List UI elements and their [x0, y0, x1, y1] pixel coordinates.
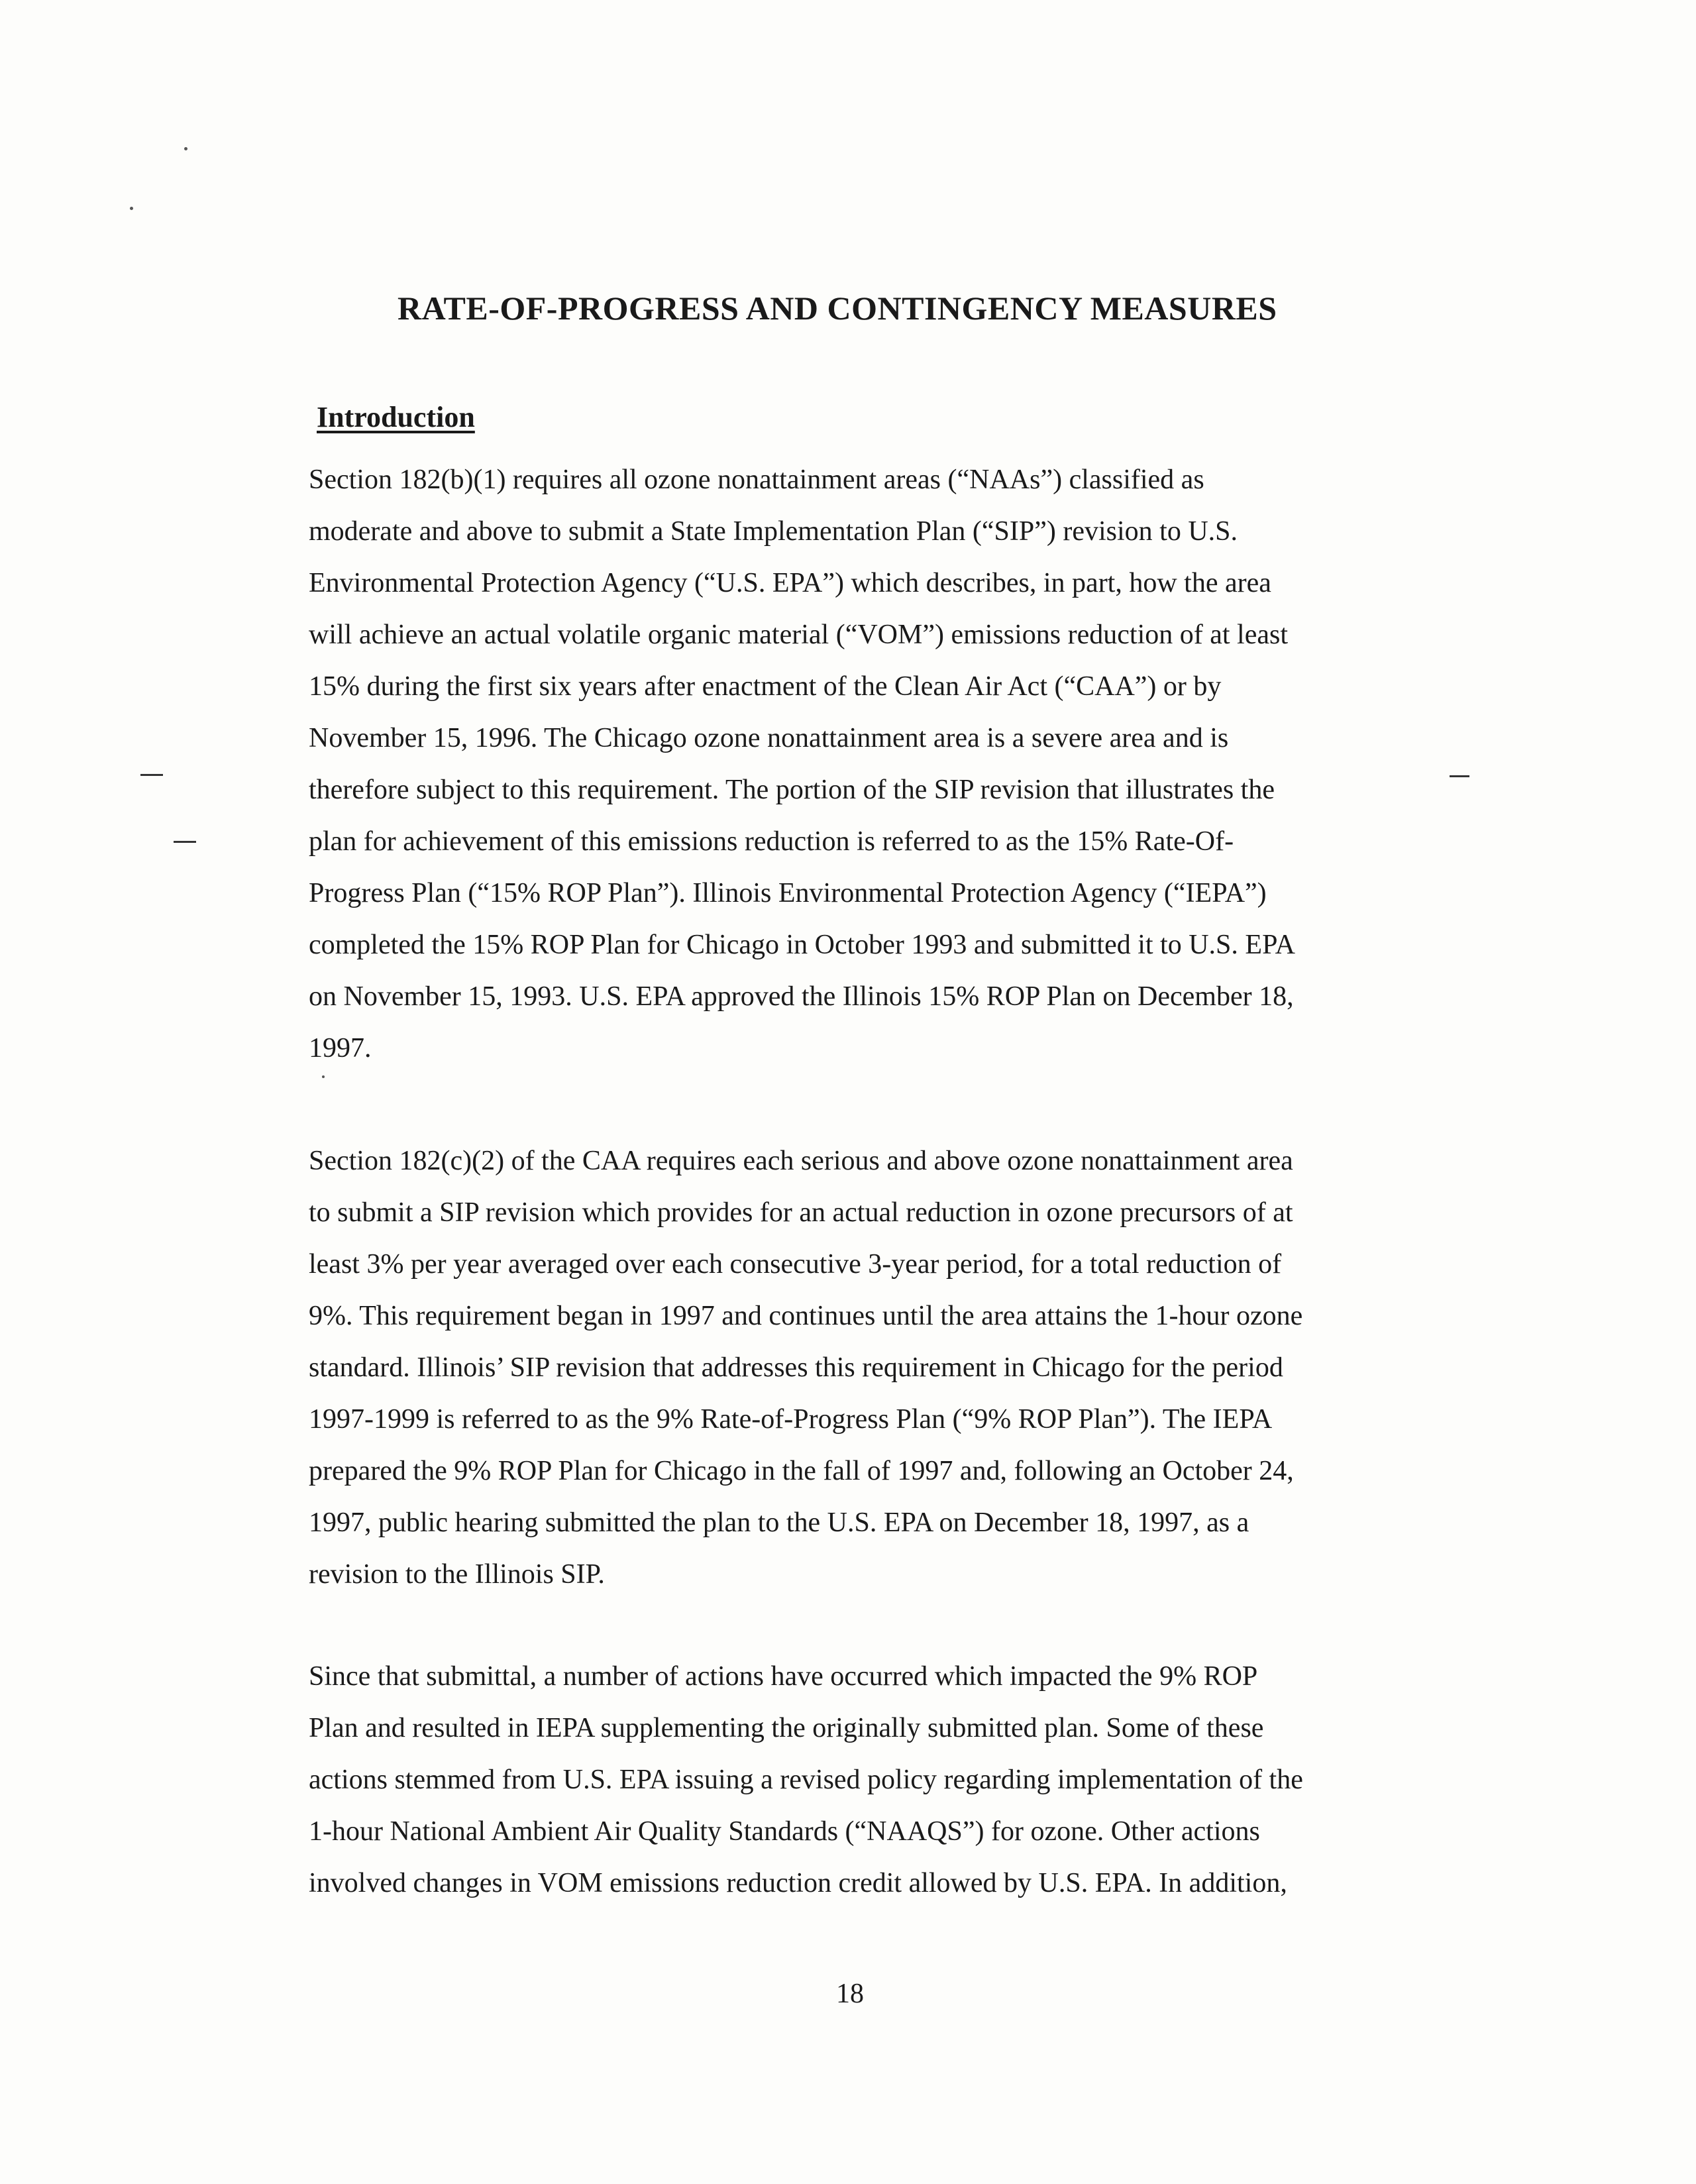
scan-speck	[322, 1075, 325, 1078]
paragraph-3	[309, 1651, 1435, 1909]
scan-dash	[140, 774, 163, 776]
paragraph-line: 9%. This requirement began in 1997 and continues until the area attains the 1-hour ozone	[309, 1301, 1303, 1331]
paragraph-line: 1997.	[309, 1033, 372, 1064]
paragraph-line: revision to the Illinois SIP.	[309, 1559, 605, 1590]
paragraph-line: standard. Illinois’ SIP revision that addresses this requirement in Chicago for the period	[309, 1352, 1283, 1383]
scan-speck	[130, 207, 133, 210]
paragraph-line: therefore subject to this requirement. The portion of the SIP revision that illustrates the	[309, 775, 1275, 805]
paragraph-line: actions stemmed from U.S. EPA issuing a revised policy regarding implementation of the	[309, 1765, 1303, 1795]
section-heading-introduction: Introduction	[317, 401, 475, 433]
paragraph-line: 1997, public hearing submitted the plan to the U.S. EPA on December 18, 1997, as a	[309, 1507, 1249, 1538]
paragraph-line: Section 182(c)(2) of the CAA requires each serious and above ozone nonattainment area	[309, 1146, 1293, 1176]
paragraph-1	[309, 454, 1435, 1074]
paragraph-line: involved changes in VOM emissions reduction credit allowed by U.S. EPA. In addition,	[309, 1868, 1287, 1898]
paragraph-line: least 3% per year averaged over each consecutive 3-year period, for a total reduction of	[309, 1249, 1282, 1280]
paragraph-line: will achieve an actual volatile organic material (“VOM”) emissions reduction of at least	[309, 620, 1289, 650]
paragraph-line: 1997-1999 is referred to as the 9% Rate-of-Progress Plan (“9% ROP Plan”). The IEPA	[309, 1404, 1273, 1435]
paragraph-line: 15% during the first six years after enactment of the Clean Air Act (“CAA”) or by	[309, 671, 1222, 702]
paragraph-line: November 15, 1996. The Chicago ozone nonattainment area is a severe area and is	[309, 723, 1229, 753]
paragraph-line: Progress Plan (“15% ROP Plan”). Illinois Environmental Protection Agency (“IEPA”)	[309, 878, 1267, 908]
paragraph-2	[309, 1135, 1435, 1600]
paragraph-line: to submit a SIP revision which provides for an actual reduction in ozone precursors of at	[309, 1197, 1293, 1228]
scan-speck	[184, 147, 187, 150]
paragraph-line: Plan and resulted in IEPA supplementing the originally submitted plan. Some of these	[309, 1713, 1264, 1743]
scan-dash	[1450, 775, 1469, 777]
paragraph-line: 1-hour National Ambient Air Quality Standards (“NAAQS”) for ozone. Other actions	[309, 1816, 1260, 1847]
paragraph-line: moderate and above to submit a State Implementation Plan (“SIP”) revision to U.S.	[309, 516, 1238, 547]
page-number: 18	[836, 1979, 864, 2009]
paragraph-line: completed the 15% ROP Plan for Chicago in October 1993 and submitted it to U.S. EPA	[309, 930, 1295, 960]
paragraph-line: Environmental Protection Agency (“U.S. EPA”) which describes, in part, how the area	[309, 568, 1271, 598]
paragraph-line: plan for achievement of this emissions reduction is referred to as the 15% Rate-Of-	[309, 826, 1234, 857]
page-title: RATE-OF-PROGRESS AND CONTINGENCY MEASURES	[398, 290, 1277, 327]
paragraph-line: Section 182(b)(1) requires all ozone nonattainment areas (“NAAs”) classified as	[309, 464, 1204, 495]
paragraph-line: on November 15, 1993. U.S. EPA approved the Illinois 15% ROP Plan on December 18,	[309, 981, 1294, 1012]
scan-dash	[174, 841, 196, 843]
paragraph-line: Since that submittal, a number of actions have occurred which impacted the 9% ROP	[309, 1661, 1258, 1692]
paragraph-line: prepared the 9% ROP Plan for Chicago in the fall of 1997 and, following an October 24,	[309, 1456, 1294, 1486]
